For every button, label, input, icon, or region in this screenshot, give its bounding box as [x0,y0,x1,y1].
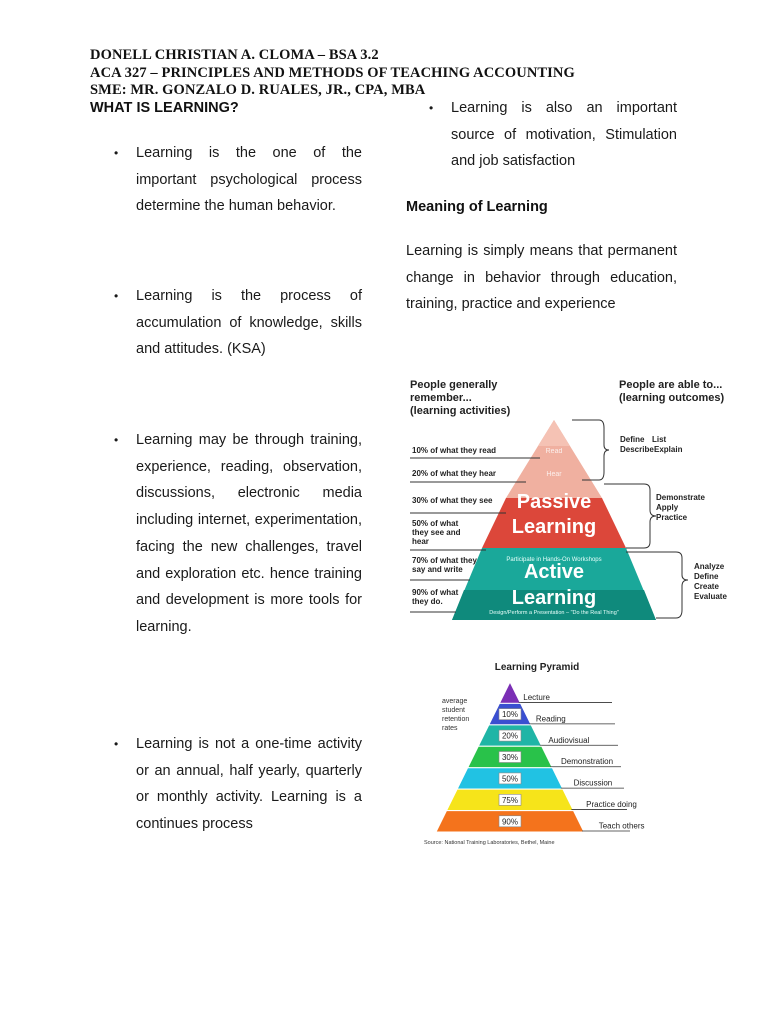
rate-label: 20% [501,731,519,741]
left-bullet-list-4 [136,731,362,838]
row-say-write-1: 70% of what they [412,556,477,565]
band-hear: Hear [546,471,562,478]
out-evaluate: Evaluate [694,592,727,601]
level-label: Discussion [573,778,613,788]
pyramid-title: Learning Pyramid [494,662,580,673]
sme-line: SME: MR. GONZALO D. RUALES, JR., CPA, MBA [90,82,426,98]
active-word: Active [523,561,585,583]
out-define: Define [620,435,645,444]
meaning-of-learning-text: Learning is simply means that permanent change in behavior through education, training, practice and experience [406,243,677,313]
out-describe: Describe [620,445,654,454]
row-see-hear-2: they see and [412,528,461,537]
fig1-left-heading-3: (learning activities) [410,405,511,417]
bullet-item: • Learning is also an important source of motivation, Stimulation and job satisfaction [451,95,677,175]
row-read: 10% of what they read [412,446,497,455]
passive-word: Passive [516,491,592,513]
active-learning-word: Learning [511,587,597,609]
level-label: Demonstration [561,757,614,767]
out-define-2: Define [694,572,719,581]
row-hear: 20% of what they hear [412,469,497,478]
fig1-right-heading-2: (learning outcomes) [619,392,725,404]
rate-label: 30% [501,753,519,762]
out-analyze: Analyze [694,562,725,571]
side-label-1: average [442,698,468,705]
rate-label: 90% [501,817,519,827]
bullet-item: • Learning may be through training, experience, reading, observation, discussions, electronic media including internet, experimentation, facing the new challenges, travel and exploration etc. hence training and development is more tools for learning. [136,427,362,641]
left-bullet-list-3 [136,427,362,641]
row-do-1: 90% of what [412,588,459,597]
right-bullet-list [451,95,677,175]
fig1-left-heading-2: remember... [410,392,472,404]
rate-label: 50% [501,774,519,784]
band-read: Read [545,448,563,455]
bullet-item: • Learning is the process of accumulation of knowledge, skills and attitudes. (KSA) [136,283,362,363]
out-list: List [652,435,667,444]
pyramid-source: Source: National Training Laboratories, Bethel, Maine [424,840,555,846]
bullet-item: • Learning is the one of the important psychological process determine the human behavior. [136,140,362,220]
out-create: Create [694,582,719,591]
rate-label: 75% [501,795,519,805]
bullet-item: • Learning is not a one-time activity or an annual, half yearly, quarterly or monthly activity. Learning is a continues process [136,731,362,838]
learning-pyramid [412,652,682,852]
row-see-hear-3: hear [412,537,429,546]
fig1-right-heading-1: People are able to... [619,379,723,391]
rate-label: 10% [501,710,519,720]
passive-active-learning-pyramid [404,370,734,628]
out-demonstrate: Demonstrate [656,493,705,502]
band-participate: Participate in Hands-On Workshops [506,557,602,563]
side-label-3: retention [442,716,470,723]
level-label: Teach others [598,821,645,831]
passive-learning-word: Learning [511,516,597,538]
fig1-left-heading-1: People generally [410,379,498,391]
level-label: Practice doing [586,800,637,810]
row-see-hear-1: 50% of what [412,519,459,528]
level-label: Reading [535,714,566,724]
row-see: 30% of what they see [412,496,493,505]
side-label-2: student [442,707,465,714]
band-design: Design/Perform a Presentation – "Do the Real Thing" [489,610,619,616]
out-practice: Practice [656,513,688,522]
level-label: Lecture [523,692,550,702]
row-say-write-2: say and write [412,565,463,574]
left-bullet-list [136,140,362,220]
out-explain: Explain [654,445,683,454]
section-title-what-is-learning: WHAT IS LEARNING? [90,100,239,116]
author-line: DONELL CHRISTIAN A. CLOMA – BSA 3.2 [90,47,379,63]
level-label: Audiovisual [548,735,590,745]
course-line: ACA 327 – PRINCIPLES AND METHODS OF TEACHING ACCOUNTING [90,65,575,81]
left-bullet-list-2 [136,283,362,363]
row-do-2: they do. [412,597,443,606]
side-label-4: rates [442,725,458,732]
meaning-of-learning-heading: Meaning of Learning [406,199,548,215]
out-apply: Apply [656,503,679,512]
